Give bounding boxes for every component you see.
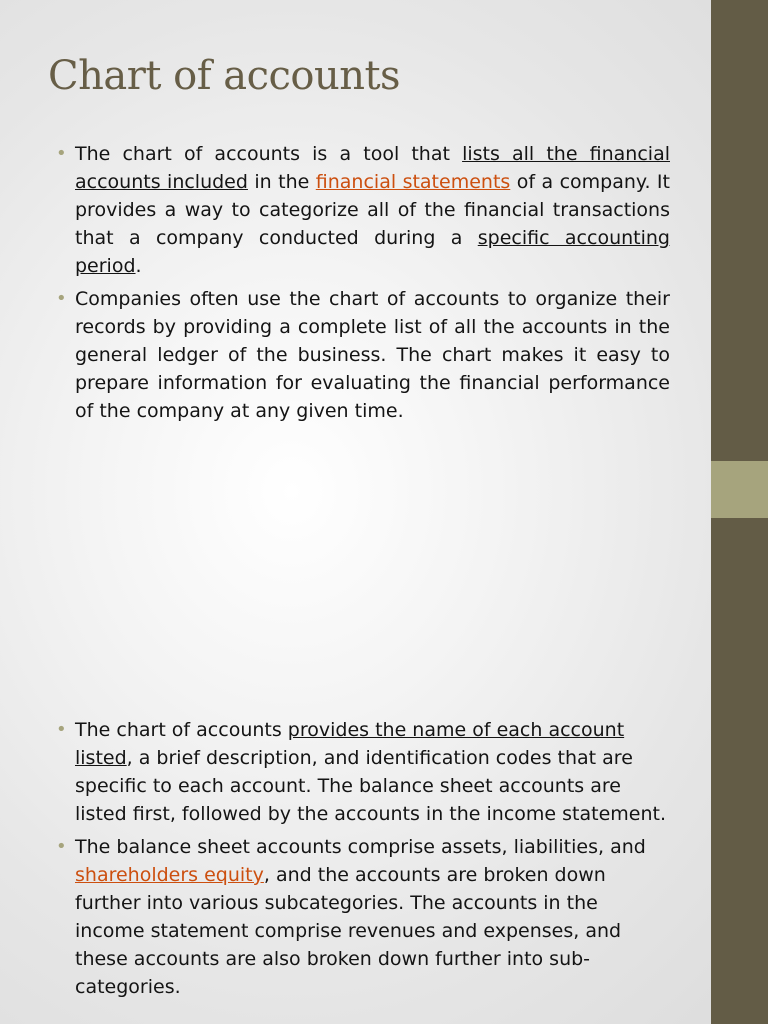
bullet-item — [56, 833, 670, 1001]
bullet-dot-icon: • — [56, 719, 67, 740]
bullet-text: Companies often use the chart of accounts to organize their records by providing a complete list of all the accounts in the general ledger of the business. The chart makes it easy to prepare information for evaluating the financial performance of the company at any given time. — [75, 288, 670, 422]
shareholders-equity-link[interactable]: shareholders equity — [75, 864, 264, 886]
bullet-text: The chart of accounts is a tool that — [75, 143, 463, 165]
bullet-text: . — [135, 255, 142, 277]
underlined-phrase: provides the name of each account listed — [75, 719, 625, 769]
bullet-text: in the — [247, 171, 316, 193]
bullet-text: The chart of accounts — [75, 719, 288, 741]
bullet-text: The balance sheet accounts comprise assets, liabilities, and — [75, 836, 646, 858]
financial-statements-link[interactable]: financial statements — [315, 171, 511, 193]
bullet-list-bottom — [56, 716, 670, 1006]
side-decoration-accent — [711, 461, 768, 518]
bullet-text: , a brief description, and identification codes that are specific to each account. The balance sheet accounts are listed first, followed by the accounts in the income statement. — [75, 747, 666, 825]
underlined-phrase: specific accounting period — [75, 227, 670, 277]
bullet-item — [56, 716, 670, 828]
bullet-item — [56, 285, 670, 425]
bullet-text: of a company. It provides a way to categorize all of the financial transactions that a company conducted during a — [75, 171, 670, 249]
bullet-text: , and the accounts are broken down further into various subcategories. The accounts in the income statement comprise revenues and expenses, and these accounts are also broken down further into sub-categories. — [75, 864, 622, 998]
bullet-list-top — [56, 140, 670, 430]
bullet-dot-icon: • — [56, 143, 67, 164]
bullet-dot-icon: • — [56, 836, 67, 857]
bullet-item — [56, 140, 670, 280]
bullet-dot-icon: • — [56, 288, 67, 309]
underlined-phrase: lists all the financial accounts included — [75, 143, 670, 193]
slide-title: Chart of accounts — [48, 53, 401, 99]
